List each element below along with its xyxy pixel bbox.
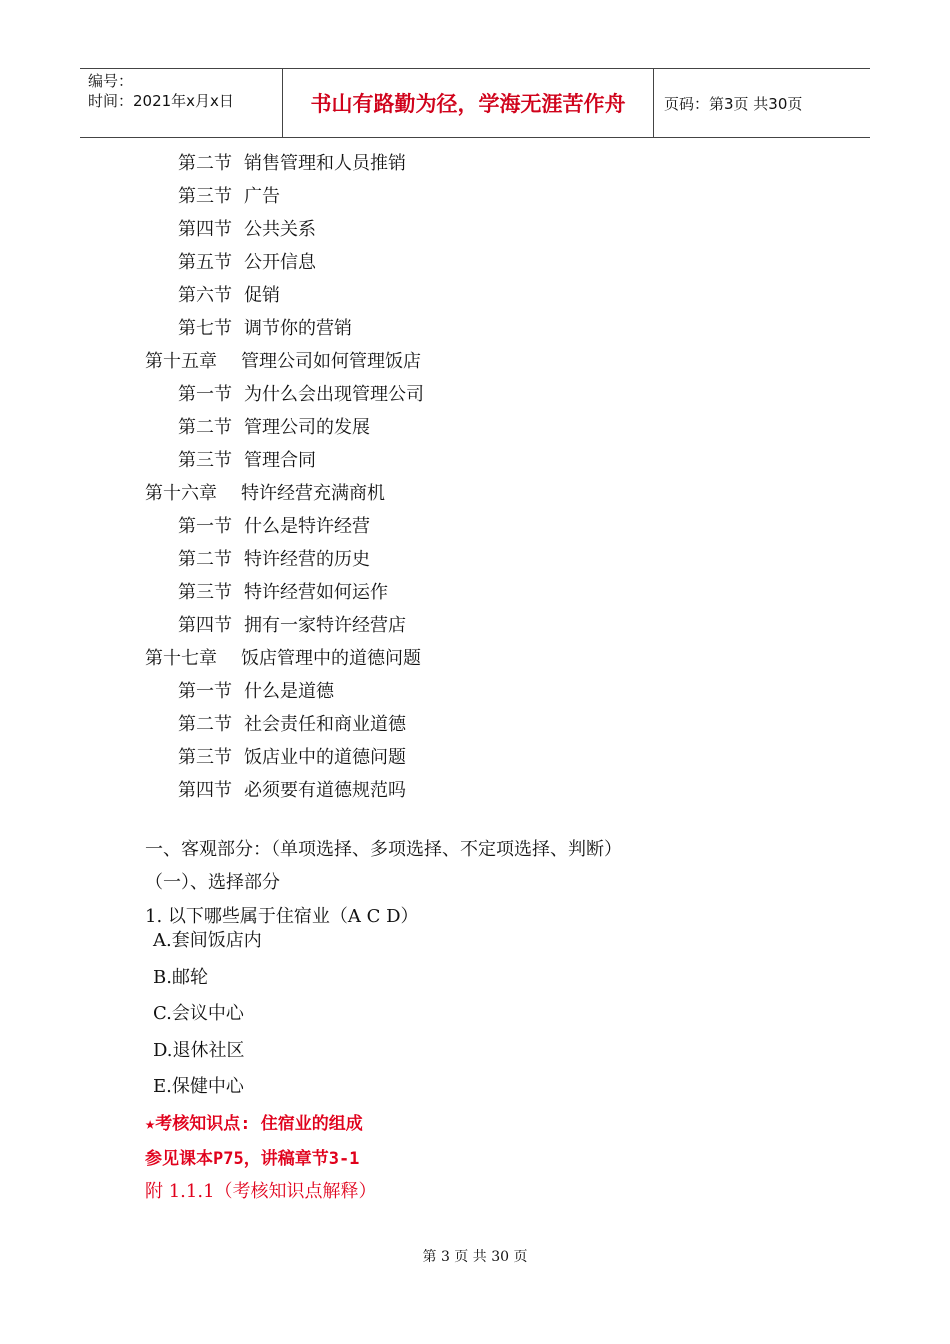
toc-title: 公共关系 xyxy=(244,219,316,240)
objective-heading: 一、客观部分：（单项选择、多项选择、不定项选择、判断） xyxy=(145,839,622,860)
knowledge-point: ★考核知识点: 住宿业的组成 xyxy=(145,1114,363,1134)
toc-title: 公开信息 xyxy=(244,252,316,273)
option-item: B.邮轮 xyxy=(153,966,208,988)
toc-number: 第十五章 xyxy=(145,351,217,372)
toc-title: 为什么会出现管理公司 xyxy=(244,384,424,405)
toc-chapter xyxy=(145,647,421,671)
toc-section xyxy=(178,152,406,176)
toc-title: 社会责任和商业道德 xyxy=(244,714,406,735)
toc-title: 饭店管理中的道德问题 xyxy=(241,648,421,669)
toc-section xyxy=(178,713,406,737)
toc-section xyxy=(178,284,280,308)
toc-number: 第三节 xyxy=(178,450,232,471)
toc-number: 第三节 xyxy=(178,582,232,603)
toc-section xyxy=(178,548,370,572)
toc-title: 拥有一家特许经营店 xyxy=(244,615,406,636)
toc-section xyxy=(178,416,370,440)
toc-section xyxy=(178,746,406,770)
toc-title: 特许经营的历史 xyxy=(244,549,370,570)
date-label: 时间：2021年x月x日 xyxy=(88,92,234,110)
toc-section xyxy=(178,680,334,704)
toc-number: 第十六章 xyxy=(145,483,217,504)
toc-title: 销售管理和人员推销 xyxy=(244,153,406,174)
header-meta xyxy=(80,69,282,137)
toc-number: 第四节 xyxy=(178,615,232,636)
toc-number: 第二节 xyxy=(178,153,232,174)
toc-chapter xyxy=(145,350,421,374)
option-item: A.套间饭店内 xyxy=(153,930,262,951)
toc-section xyxy=(178,317,352,341)
toc-section xyxy=(178,779,406,803)
toc-section xyxy=(178,614,406,638)
question-text: 1. 以下哪些属于住宿业（A C D） xyxy=(145,906,419,927)
toc-section xyxy=(178,383,424,407)
toc-title: 管理公司如何管理饭店 xyxy=(241,351,421,372)
toc-number: 第二节 xyxy=(178,714,232,735)
toc-number: 第一节 xyxy=(178,384,232,405)
toc-title: 什么是特许经营 xyxy=(244,516,370,537)
toc-number: 第四节 xyxy=(178,219,232,240)
toc-title: 管理公司的发展 xyxy=(244,417,370,438)
toc-title: 什么是道德 xyxy=(244,681,334,702)
toc-section xyxy=(178,515,370,539)
toc-title: 必须要有道德规范吗 xyxy=(244,780,406,801)
appendix-link[interactable]: 附 1.1.1（考核知识点解释） xyxy=(145,1181,377,1202)
header-motto: 书山有路勤为径，学海无涯苦作舟 xyxy=(282,69,654,137)
header-page-label: 页码：第3页 共30页 xyxy=(664,94,803,113)
toc-number: 第一节 xyxy=(178,516,232,537)
reference-note: 参见课本P75，讲稿章节3-1 xyxy=(145,1149,360,1169)
toc-section xyxy=(178,581,388,605)
toc-section xyxy=(178,251,316,275)
toc-section xyxy=(178,218,316,242)
toc-number: 第五节 xyxy=(178,252,232,273)
toc-title: 广告 xyxy=(244,186,280,207)
toc-number: 第七节 xyxy=(178,318,232,339)
toc-number: 第六节 xyxy=(178,285,232,306)
option-item: C.会议中心 xyxy=(153,1003,244,1024)
toc-chapter xyxy=(145,482,385,506)
page-footer: 第 3 页 共 30 页 xyxy=(422,1249,528,1265)
toc-number: 第十七章 xyxy=(145,648,217,669)
toc-number: 第三节 xyxy=(178,186,232,207)
toc-number: 第三节 xyxy=(178,747,232,768)
toc-title: 促销 xyxy=(244,285,280,306)
page-header xyxy=(80,68,870,138)
toc-title: 特许经营如何运作 xyxy=(244,582,388,603)
option-item: E.保健中心 xyxy=(153,1076,244,1097)
choice-heading: （一）、选择部分 xyxy=(145,872,280,893)
toc-number: 第四节 xyxy=(178,780,232,801)
toc-title: 饭店业中的道德问题 xyxy=(244,747,406,768)
toc-title: 管理合同 xyxy=(244,450,316,471)
toc-section xyxy=(178,185,280,209)
toc-title: 调节你的营销 xyxy=(244,318,352,339)
toc-number: 第一节 xyxy=(178,681,232,702)
code-label: 编号： xyxy=(88,72,134,90)
toc-title: 特许经营充满商机 xyxy=(241,483,385,504)
option-item: D.退休社区 xyxy=(153,1039,245,1061)
toc-section xyxy=(178,449,316,473)
toc-number: 第二节 xyxy=(178,417,232,438)
toc-number: 第二节 xyxy=(178,549,232,570)
